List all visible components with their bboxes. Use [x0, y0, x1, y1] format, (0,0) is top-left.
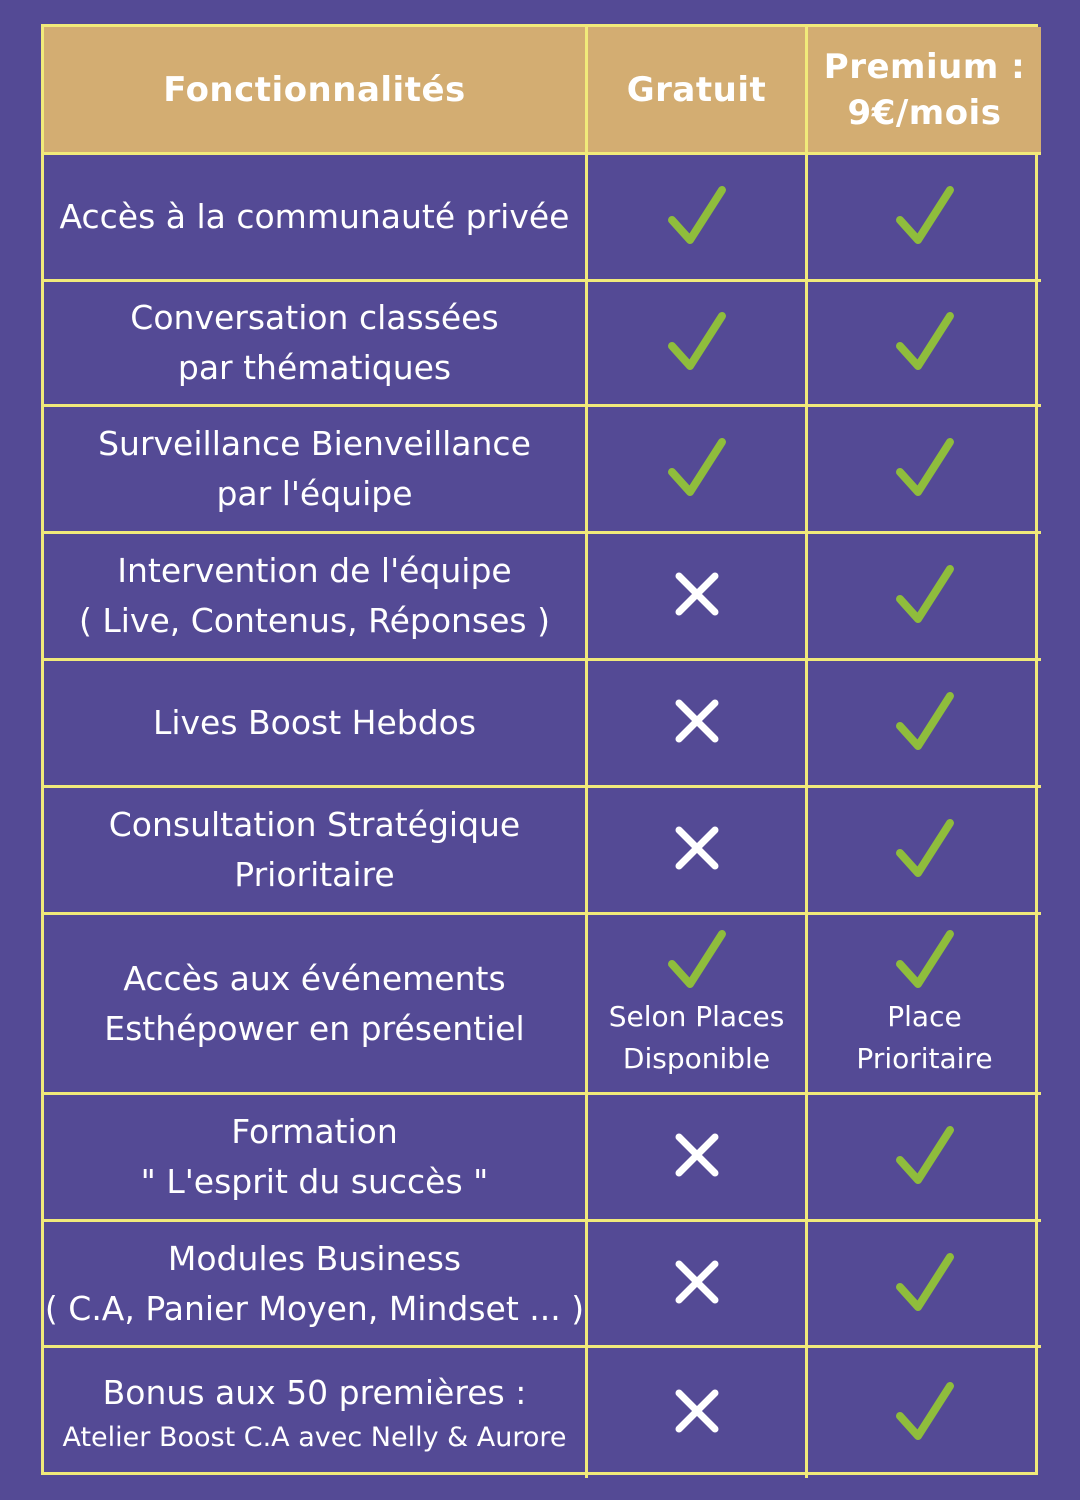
cross-icon [674, 825, 720, 875]
feature-cell [44, 915, 588, 1095]
feature-label: Conversation classées [130, 298, 499, 337]
premium-plan-cell [808, 282, 1041, 407]
header-free [588, 27, 808, 155]
feature-label: par thématiques [177, 348, 452, 387]
feature-sublabel: Atelier Boost C.A avec Nelly & Aurore [62, 1422, 567, 1453]
feature-cell [44, 407, 588, 534]
cross-icon [674, 1132, 720, 1182]
feature-label: Accès à la communauté privée [59, 197, 570, 236]
free-plan-note [609, 996, 785, 1080]
comparison-table [41, 24, 1038, 1475]
free-plan-cell [588, 1095, 808, 1222]
premium-plan-cell [808, 915, 1041, 1095]
feature-label: " L'esprit du succès " [140, 1162, 489, 1201]
header-features [44, 27, 588, 155]
feature-cell [44, 282, 588, 407]
check-icon [894, 563, 956, 629]
check-icon [894, 310, 956, 376]
premium-plan-cell [808, 1095, 1041, 1222]
free-plan-cell [588, 155, 808, 282]
free-plan-cell [588, 788, 808, 915]
check-icon [894, 928, 956, 994]
feature-label: Esthépower en présentiel [104, 1008, 525, 1048]
header-premium-label-1: Premium : [823, 46, 1026, 87]
feature-label: ( C.A, Panier Moyen, Mindset ... ) [44, 1288, 585, 1328]
premium-plan-cell [808, 1222, 1041, 1348]
feature-label: Modules Business [167, 1238, 462, 1278]
check-icon [666, 310, 728, 376]
free-plan-cell [588, 915, 808, 1095]
check-icon [894, 436, 956, 502]
feature-label: Bonus aux 50 premières : [102, 1373, 527, 1412]
feature-label: Lives Boost Hebdos [152, 703, 477, 742]
check-icon [666, 928, 728, 994]
feature-cell [44, 155, 588, 282]
note-line: Prioritaire [856, 1041, 993, 1075]
header-premium-label-2: 9€/mois [847, 92, 1002, 133]
check-icon [666, 184, 728, 250]
note-line: Selon Places [608, 999, 785, 1033]
free-plan-cell [588, 1348, 808, 1478]
feature-label: ( Live, Contenus, Réponses ) [79, 601, 550, 640]
free-plan-cell [588, 407, 808, 534]
feature-label: Consultation Stratégique [108, 805, 521, 844]
feature-cell [44, 1348, 588, 1478]
free-plan-cell [588, 1222, 808, 1348]
feature-cell [44, 661, 588, 788]
premium-plan-cell [808, 407, 1041, 534]
note-line: Place [887, 999, 962, 1033]
header-premium [808, 27, 1041, 155]
premium-plan-cell [808, 788, 1041, 915]
note-line: Disponible [622, 1041, 771, 1075]
check-icon [894, 690, 956, 756]
header-free-label: Gratuit [626, 69, 767, 110]
check-icon [894, 1251, 956, 1317]
free-plan-cell [588, 661, 808, 788]
feature-cell [44, 534, 588, 661]
header-features-label: Fonctionnalités [163, 69, 466, 110]
check-icon [894, 184, 956, 250]
premium-plan-cell [808, 155, 1041, 282]
premium-plan-cell [808, 1348, 1041, 1478]
feature-label: Accès aux événements [123, 958, 506, 998]
feature-label: Formation [231, 1112, 398, 1151]
premium-plan-note [856, 996, 992, 1080]
feature-label: Intervention de l'équipe [117, 551, 512, 590]
cross-icon [674, 1388, 720, 1438]
check-icon [894, 817, 956, 883]
feature-cell [44, 1095, 588, 1222]
premium-plan-cell [808, 534, 1041, 661]
check-icon [666, 436, 728, 502]
cross-icon [674, 698, 720, 748]
feature-label: par l'équipe [216, 474, 413, 513]
check-icon [894, 1380, 956, 1446]
free-plan-cell [588, 282, 808, 407]
free-plan-cell [588, 534, 808, 661]
feature-cell [44, 788, 588, 915]
cross-icon [674, 1259, 720, 1309]
feature-cell [44, 1222, 588, 1348]
feature-label: Prioritaire [234, 855, 395, 894]
feature-label: Surveillance Bienveillance [98, 424, 531, 463]
cross-icon [674, 571, 720, 621]
check-icon [894, 1124, 956, 1190]
premium-plan-cell [808, 661, 1041, 788]
